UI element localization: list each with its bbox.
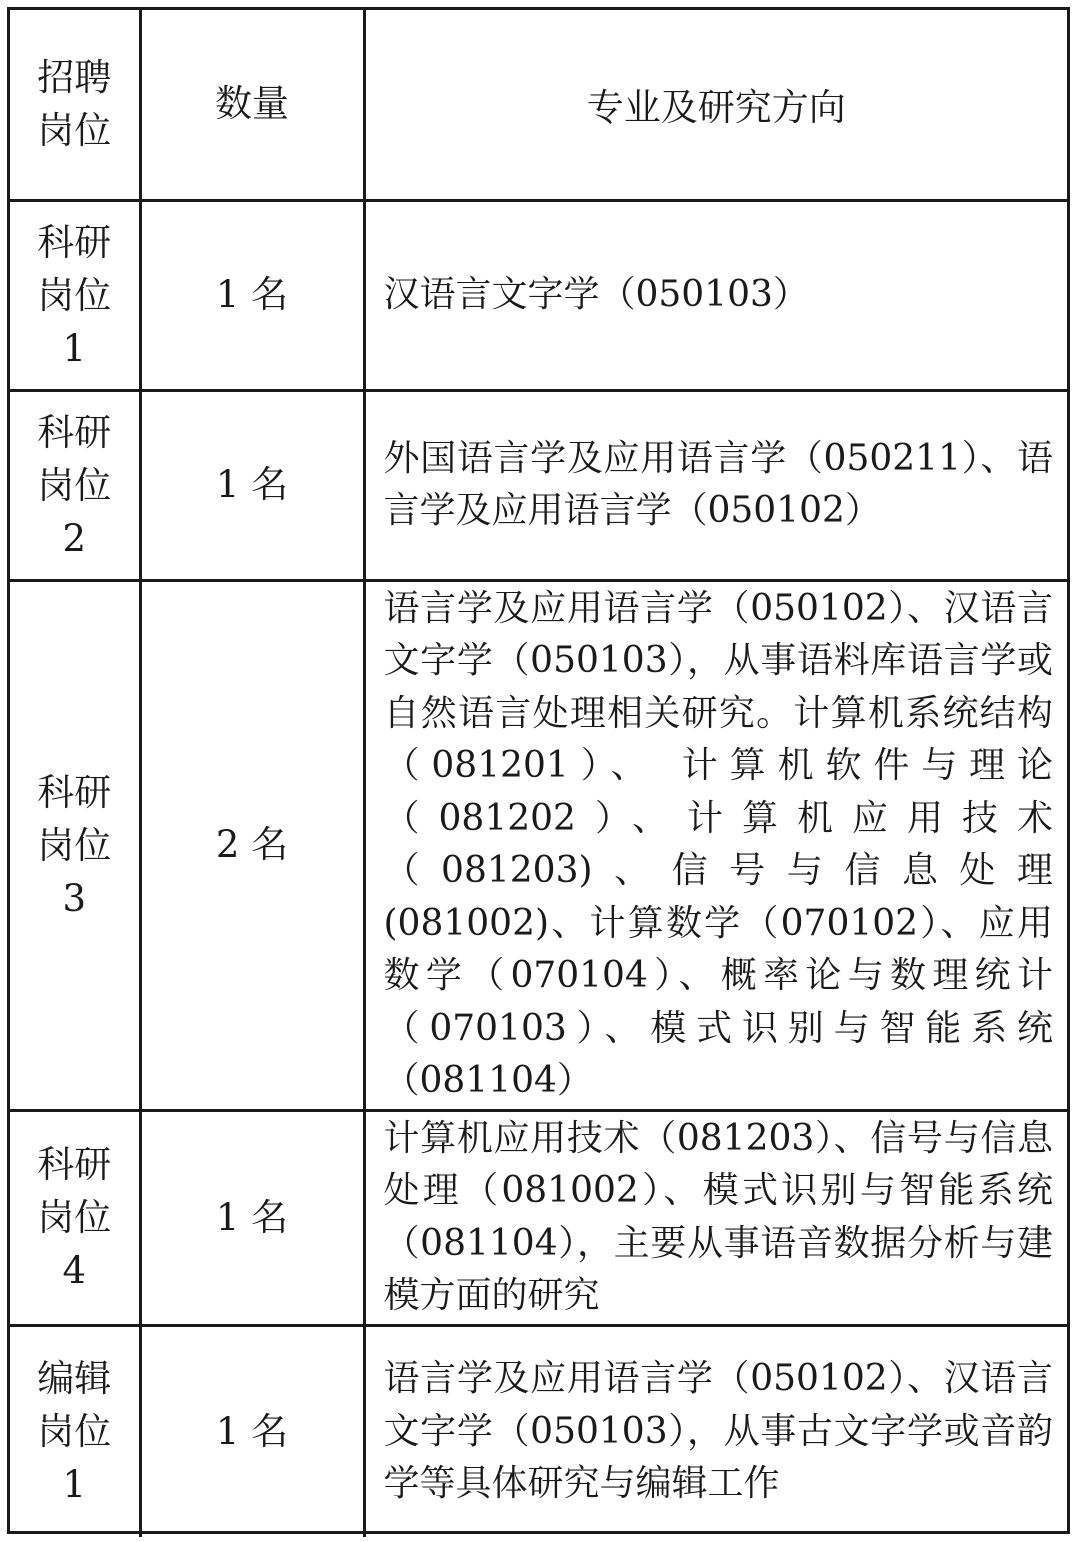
table-row: [10, 1325, 1067, 1537]
position-line2: 岗位: [37, 463, 112, 507]
specialty-cell: 语言学及应用语言学（050102）、汉语言文字学（050103），从事语料库语言学或自然语言处理相关研究。计算机系统结构（081201）、 计算机软件与理论（081202）、计算机应用技术（081203)、信号与信息处理(081002)、计算数学（070102）、应用数学（070104）、概率论与数理统计（070103）、模式识别与智能系统（081104）: [364, 580, 1067, 1110]
position-line3: 1: [62, 1463, 87, 1507]
table-row: [10, 580, 1067, 1110]
table-row: [10, 200, 1067, 390]
position-cell: [10, 200, 140, 390]
position-line2: 岗位: [37, 823, 112, 867]
specialty-cell: 语言学及应用语言学（050102）、汉语言文字学（050103），从事古文字学或音韵学等具体研究与编辑工作: [364, 1325, 1067, 1537]
table-row: [10, 1110, 1067, 1325]
quantity-cell: 1 名: [140, 1110, 364, 1325]
position-line1: 科研: [37, 1143, 112, 1186]
position-line1: 科研: [37, 410, 112, 454]
position-line1: 科研: [37, 220, 112, 264]
recruitment-table-frame: [7, 7, 1070, 1534]
specialty-cell: 计算机应用技术（081203）、信号与信息处理（081002）、模式识别与智能系统（081104），主要从事语音数据分析与建模方面的研究: [364, 1110, 1067, 1325]
quantity-cell: 1 名: [140, 1325, 364, 1537]
position-line1: 编辑: [37, 1357, 112, 1401]
header-position: [10, 10, 140, 200]
position-cell: [10, 1325, 140, 1537]
position-line2: 岗位: [37, 1196, 112, 1239]
position-line3: 4: [62, 1249, 87, 1292]
specialty-cell: 汉语言文字学（050103）: [364, 200, 1067, 390]
position-line3: 2: [62, 516, 87, 560]
header-position-line1: 招聘: [37, 56, 112, 100]
table-row: [10, 390, 1067, 580]
position-cell: [10, 580, 140, 1110]
position-cell: [10, 390, 140, 580]
header-quantity: 数量: [140, 10, 364, 200]
table-header-row: [10, 10, 1067, 200]
position-cell: [10, 1110, 140, 1325]
quantity-cell: 1 名: [140, 200, 364, 390]
position-line1: 科研: [37, 770, 112, 814]
quantity-cell: 2 名: [140, 580, 364, 1110]
position-line3: 1: [62, 326, 87, 370]
header-position-line2: 岗位: [37, 109, 112, 153]
specialty-cell: 外国语言学及应用语言学（050211）、语言学及应用语言学（050102）: [364, 390, 1067, 580]
position-line2: 岗位: [37, 273, 112, 317]
recruitment-table: [10, 10, 1067, 1537]
position-line3: 3: [62, 876, 87, 920]
position-line2: 岗位: [37, 1410, 112, 1454]
quantity-cell: 1 名: [140, 390, 364, 580]
header-specialty: 专业及研究方向: [364, 10, 1067, 200]
